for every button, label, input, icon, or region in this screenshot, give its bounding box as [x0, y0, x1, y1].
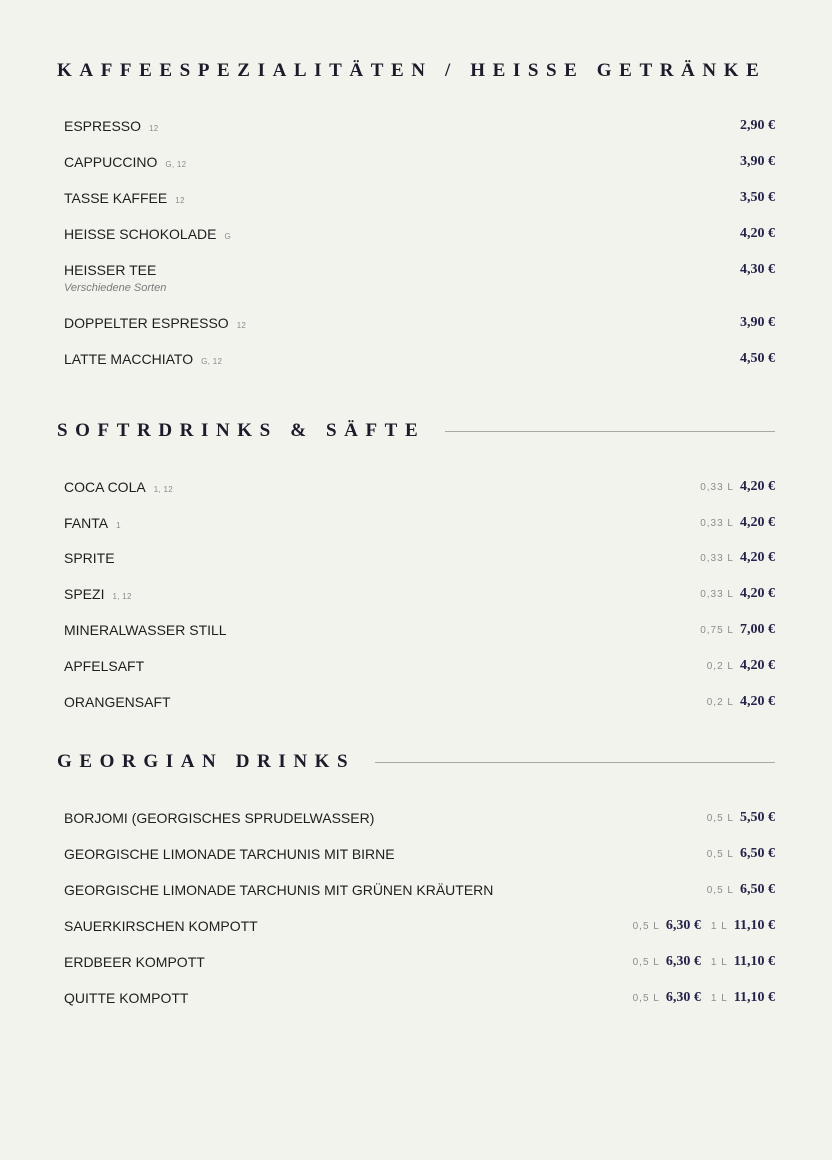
volume-label: 0,5 L — [632, 957, 660, 968]
menu-item — [64, 350, 775, 371]
menu-item-info — [64, 621, 227, 639]
menu-item — [64, 845, 775, 864]
price-block — [740, 225, 775, 243]
price: 4,50 € — [740, 351, 775, 366]
menu-item-note: Verschiedene Sorten — [64, 282, 167, 294]
price-block — [697, 881, 775, 900]
volume-label: 1 L — [710, 993, 728, 1004]
price-block — [690, 478, 775, 497]
menu-item-name: HEISSE SCHOKOLADE — [64, 226, 217, 242]
allergen-codes: 12 — [236, 321, 247, 330]
menu-item-info — [64, 585, 132, 606]
menu-item-info — [64, 657, 144, 675]
volume-label: 0,5 L — [706, 885, 734, 896]
menu-item-name: SPRITE — [64, 550, 115, 566]
menu-item — [64, 693, 775, 712]
menu-item-name: SAUERKIRSCHEN KOMPOTT — [64, 918, 258, 934]
menu-item-name: CAPPUCCINO — [64, 154, 158, 170]
menu-item-info — [64, 514, 121, 535]
price: 7,00 € — [740, 622, 775, 637]
volume-label: 0,33 L — [700, 518, 734, 529]
allergen-codes: 12 — [175, 196, 185, 205]
price: 4,20 € — [740, 694, 775, 709]
menu-item — [64, 549, 775, 568]
price-block — [740, 314, 775, 332]
section-hot-drinks — [57, 59, 775, 367]
menu-item-name: ESPRESSO — [64, 118, 142, 134]
volume-label: 0,33 L — [700, 589, 734, 600]
section-header — [57, 750, 775, 774]
price-block — [623, 917, 775, 936]
menu-item — [64, 117, 775, 138]
price: 4,20 € — [740, 586, 775, 601]
price: 5,50 € — [740, 810, 775, 825]
menu-item — [64, 189, 775, 210]
volume-label: 0,5 L — [706, 813, 734, 824]
price-block — [690, 549, 775, 568]
price-block — [740, 350, 775, 368]
volume-label: 0,5 L — [632, 993, 660, 1004]
menu-item — [64, 478, 775, 499]
menu-item-name: MINERALWASSER STILL — [64, 622, 227, 638]
menu-item — [64, 514, 775, 535]
volume-label: 1 L — [710, 957, 728, 968]
price-block — [740, 117, 775, 135]
allergen-codes: G, 12 — [201, 357, 223, 366]
section-header — [57, 59, 775, 83]
price: 4,30 € — [740, 262, 775, 277]
allergen-codes: 12 — [149, 124, 159, 133]
price: 4,20 € — [740, 479, 775, 494]
price-block — [740, 189, 775, 207]
menu-item — [64, 953, 775, 972]
price: 6,30 € — [665, 954, 701, 969]
volume-label: 0,75 L — [700, 625, 734, 636]
menu-item-name: QUITTE KOMPOTT — [64, 990, 189, 1006]
price-block — [697, 845, 775, 864]
price-block — [690, 514, 775, 533]
section-title: SOFTRDRINKS & SÄFTE — [57, 420, 426, 441]
menu-item-info — [64, 189, 185, 210]
price-block — [697, 809, 775, 828]
menu-item-name: APFELSAFT — [64, 658, 145, 674]
menu-item-info — [64, 845, 395, 863]
price-block — [623, 953, 775, 972]
menu-item — [64, 989, 775, 1008]
menu-item-name: ERDBEER KOMPOTT — [64, 954, 205, 970]
price-block — [623, 989, 775, 1008]
price: 11,10 € — [733, 918, 775, 933]
menu-item-name: ORANGENSAFT — [64, 694, 171, 710]
menu-item-name: TASSE KAFFEE — [64, 190, 168, 206]
menu-item — [64, 809, 775, 828]
menu-item — [64, 881, 775, 900]
menu-item-info — [64, 261, 166, 295]
section-softdrinks — [57, 419, 775, 710]
section-title: KAFFEESPEZIALITÄTEN / HEISSE GETRÄNKE — [57, 60, 767, 81]
price: 6,50 € — [740, 846, 775, 861]
allergen-codes: 1 — [116, 521, 121, 530]
menu-item-name: FANTA — [64, 515, 109, 531]
menu-item-info — [64, 917, 258, 935]
menu-item-name: BORJOMI (GEORGISCHES SPRUDELWASSER) — [64, 810, 375, 826]
menu-item-info — [64, 117, 159, 138]
price-block — [697, 693, 775, 712]
volume-label: 0,5 L — [632, 921, 660, 932]
price: 3,50 € — [740, 190, 775, 205]
price: 2,90 € — [740, 118, 775, 133]
menu-item — [64, 153, 775, 174]
price-block — [690, 621, 775, 640]
menu-item-name: LATTE MACCHIATO — [64, 351, 194, 367]
menu-item — [64, 657, 775, 676]
volume-label: 0,5 L — [706, 849, 734, 860]
price: 4,20 € — [740, 658, 775, 673]
allergen-codes: G — [224, 232, 232, 241]
price: 4,20 € — [740, 550, 775, 565]
menu-item — [64, 585, 775, 606]
menu-item — [64, 621, 775, 640]
price: 3,90 € — [740, 315, 775, 330]
menu-item-info — [64, 478, 173, 499]
allergen-codes: G, 12 — [165, 160, 187, 169]
price: 3,90 € — [740, 154, 775, 169]
price: 6,50 € — [740, 882, 775, 897]
menu-item-info — [64, 881, 493, 899]
menu-item-name: DOPPELTER ESPRESSO — [64, 315, 229, 331]
menu-item — [64, 314, 775, 335]
section-divider — [375, 762, 775, 763]
menu-item-info — [64, 989, 188, 1007]
allergen-codes: 1, 12 — [112, 592, 132, 601]
price: 11,10 € — [733, 954, 775, 969]
section-title: GEORGIAN DRINKS — [57, 751, 356, 772]
price: 4,20 € — [740, 515, 775, 530]
volume-label: 0,2 L — [706, 697, 734, 708]
price-block — [740, 261, 775, 279]
menu-item-name: HEISSER TEE — [64, 262, 157, 278]
volume-label: 0,2 L — [706, 661, 734, 672]
price: 11,10 € — [733, 990, 775, 1005]
volume-label: 1 L — [710, 921, 728, 932]
price: 6,30 € — [665, 918, 701, 933]
section-header — [57, 419, 775, 443]
price-block — [690, 585, 775, 604]
allergen-codes: 1, 12 — [153, 485, 173, 494]
price: 4,20 € — [740, 226, 775, 241]
menu-item — [64, 917, 775, 936]
menu-item-name: GEORGISCHE LIMONADE TARCHUNIS MIT BIRNE — [64, 846, 395, 862]
menu-item-name: GEORGISCHE LIMONADE TARCHUNIS MIT GRÜNEN KRÄUTERN — [64, 882, 494, 898]
menu-item-info — [64, 225, 231, 246]
menu-item-info — [64, 693, 171, 711]
section-georgian-drinks — [57, 750, 775, 1006]
price-block — [697, 657, 775, 676]
price: 6,30 € — [665, 990, 701, 1005]
menu-item-info — [64, 350, 222, 371]
price-block — [740, 153, 775, 171]
menu-item-name: COCA COLA — [64, 479, 146, 495]
menu-item — [64, 261, 775, 295]
menu-item-info — [64, 809, 374, 827]
menu-item-info — [64, 549, 115, 567]
volume-label: 0,33 L — [700, 553, 734, 564]
volume-label: 0,33 L — [700, 482, 734, 493]
menu-item-name: SPEZI — [64, 586, 105, 602]
menu-item — [64, 225, 775, 246]
menu-item-info — [64, 953, 205, 971]
menu-item-info — [64, 153, 186, 174]
section-divider — [445, 431, 775, 432]
menu-item-info — [64, 314, 246, 335]
